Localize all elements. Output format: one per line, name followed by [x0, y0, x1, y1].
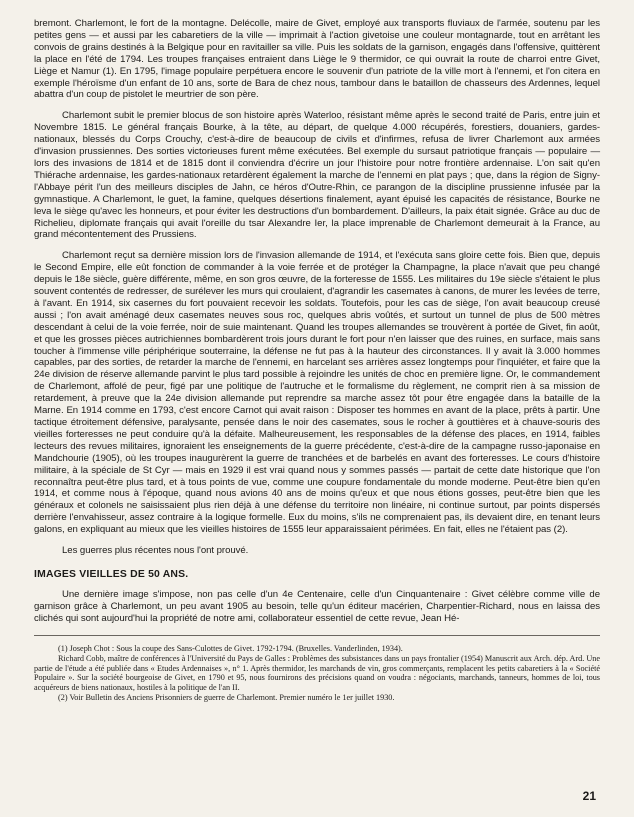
page-number: 21 — [582, 789, 596, 803]
footnote-divider — [34, 635, 600, 636]
body-paragraph-4: Les guerres plus récentes nous l'ont prouvé. — [62, 545, 249, 557]
footnote-1: (1) Joseph Chot : Sous la coupe des Sans-Culottes de Givet. 1792-1794. (Bruxelles. Vanderlinden, 1934). — [58, 643, 403, 653]
body-paragraph-3: Charlemont reçut sa dernière mission lors de l'invasion allemande de 1914, et l'exécuta sans gloire cette fois. Bien que, depuis le Second Empire, elle eût fonction de commander à la voie ferrée et de protéger la Champagne, la place n'avait que peu changé depuis le 18e siècle, guère différente, même, en son gros œuvre, de la forteresse de 1555. Les militaires du 19e siècle s'étaient le plus souvent contentés de redresser, de surélever les murs qui croulaient, d'agrandir les casemates à canons, de murer les levées de terre, à l'avant. En 1914, six casernes du fort pouvaient recevoir les soldats. Toutefois, pour les cas de siège, l'on avait beaucoup creusé aussi ; l'on avait aménagé deux casemates neuves sous roc, quelques abris voûtés, et surtout un tunnel de plus de 500 mètres descendant à celui de la voie ferrée, noir de suie maintenant. Quand les troupes allemandes se trouvèrent à portée de Givet, fin août, et que les grosses pièces autrichiennes bombardèrent trois jours durant le fort pour n'en laisser que des ruines, en surface, mais sans toucher à l'immense ville périphérique souterraine, la défense ne fut pas à la hauteur des circonstances. Il y avait là 3.000 hommes capables, par des sorties, de retarder la marche de l'ennemi, en harcelant ses arrières assez longtemps pour l'inquiéter, et faire que la 24e division de réserve allemande parvint le plus tard possible à rejoindre les unités de choc en première ligne. Or, le commandement de Charlemont, affolé de peur, figé par une politique de l'autruche et le formalisme du règlement, ne comprit rien à sa mission de retardement, à preuve que la 24e division allemande put reprendre sa marche assez tôt pour être engagée dans la bataille de la Marne. En 1914 comme en 1793, c'est encore Carnot qui avait raison : Disposer tes hommes en avant de la place, prêts à partir. Une tactique étroitement défensive, paralysante, pensée dans le noir des casemates, sous le rocher à gouttières et à chauve-souris des vieilles forteresses ne peut conduire qu'à la défaite. Malheureusement, les responsables de la défense des places, en 1914, faibles lecteurs des revues militaires, ignoraient les enseignements de la guerre précédente, c'est-à-dire de la campagne russo-japonaise en Mandchourie (1905), où les troupes inaugurèrent la guerre de tranchées et de barbelés en avant des forteresses. Le cours d'histoire militaire, à la spéciale de St Cyr — mais en 1929 il est vrai quand nous y sommes passés — partait de cette date historique que l'on reconnaîtra peut-être plus tard, et à tous points de vue, comme une coupure fondamentale du monde moderne. Peut-être bien qu'en 1914, et comme nous à l'époque, quand nous avions 40 ans de moins qu'eux et que nous étions gosses, peut-être bien que les généraux et colonels ne saisissaient plus rien déjà à une défense du territoire non linéaire, ni continue surtout, par points dispersés derrière l'envahisseur, assez contraire à la logique formelle. Eux du moins, s'ils ne comprenaient pas, ils devaient dire, en tenant leurs galons, en expliquant au mieux que les vieilles histoires de 1555 leur apparaissaient périmées. En fait, elles ne l'étaient pas (2). — [34, 250, 600, 536]
footnote-2: (2) Voir Bulletin des Anciens Prisonniers de guerre de Charlemont. Premier numéro le 1er juillet 1930. — [58, 693, 395, 703]
section-heading: IMAGES VIEILLES DE 50 ANS. — [34, 568, 189, 580]
section-paragraph: Une dernière image s'impose, non pas celle d'un 4e Centenaire, celle d'un Cinquantenaire : Givet célèbre comme ville de garnison grâce à Charlemont, un peu avant 1905 au besoin, telle qu'un éditeur macérien, Charpentier-Richard, nous en laissa des clichés qui sont aujourd'hui la propriété de notre ami, collaborateur essentiel de cette revue, Jean Hé- — [34, 588, 600, 624]
body-paragraph-1: bremont. Charlemont, le fort de la montagne. Delécolle, maire de Givet, employé aux transports fluviaux de l'armée, soutenu par les petites gens — et aussi par les cabaretiers de la ville — imprimait à l'action givetoise une couleur montagnarde, tout en arrêtant les convois de grains destinés à la Belgique pour en ravitailler sa ville. Puis les soldats de la garnison, engagés dans l'offensive, quittèrent la place en l'été de 1794. Les troupes françaises entraient dans Liège le 9 thermidor, ce qui ouvrait la route de charroi entre Givet, Liège et Namur (1). En 1795, l'image populaire perpétuera encore le souvenir d'un patriote de la ville mort à l'ennemi, et l'on citera en exemple l'héroïsme d'un enfant de 10 ans, sorte de Bara de chez nous, tambour dans le bataillon de chasseurs des Ardennes, lequel abattra d'un coup de pistolet le meurtrier de son père. — [34, 18, 600, 101]
body-paragraph-2: Charlemont subit le premier blocus de son histoire après Waterloo, résistant même après le second traité de Paris, entre juin et Novembre 1815. Le général français Bourke, à la tête, au départ, de quelque 4.000 récupérés, forestiers, douaniers, gardes-nationaux, blessés du Corps Crouchy, c'est-à-dire de beaucoup de civils et d'infirmes, refusa de livrer Charlemont aux armées d'invasion prussiennes. Des sorties victorieuses furent même exécutées. Bel exemple du sursaut patriotique français — populaire — lors des invasions de 1814 et de 1815 dont il conviendra d'écrire un jour l'histoire pour notre frontière ardennaise. L'on sait qu'en Thiérache ardennaise, les gardes-nationaux retardèrent également la marche de l'ennemi en plat pays ; que, dans la région de Signy-l'Abbaye périt l'un des meilleurs disciples de Jahn, ce héros d'Outre-Rhin, ce parangon de la discipline prussienne infusée par la gymnastique. A Charlemont, le guet, la famine, quelques désertions finalement, ayant épuisé les capacités de résistance, Bourke ne leva le siège qu'avec les honneurs, et pour éviter les destructions d'un bombardement. D'ailleurs, la paix était signée. Grâce au duc de Richelieu, diplomate français qui avait l'oreille du tsar Alexandre Ier, la place imprenable de Charlemont demeurait à la France, au grand mécontentement des Prussiens. — [34, 110, 600, 241]
footnote-1-continued: Richard Cobb, maître de conférences à l'Université du Pays de Galles : Problèmes des subsistances dans un pays frontalier (1954) Manuscrit aux Arch. dép. Ard. Une partie de l'étude a été publiée dans « Etudes Ardennaises », n° 1. Après thermidor, les marchands de vin, gros commerçants, remplacent les petits cabaretiers à la « Société Populaire ». Sur la société bourgeoise de Givet, en 1790 et 95, nous fournirons des précisions quand on voudra : négociants, marchands, tanneurs, hommes de loi, tous acquéreurs de biens nationaux, hostiles à la politique de l'an II. — [34, 653, 600, 693]
